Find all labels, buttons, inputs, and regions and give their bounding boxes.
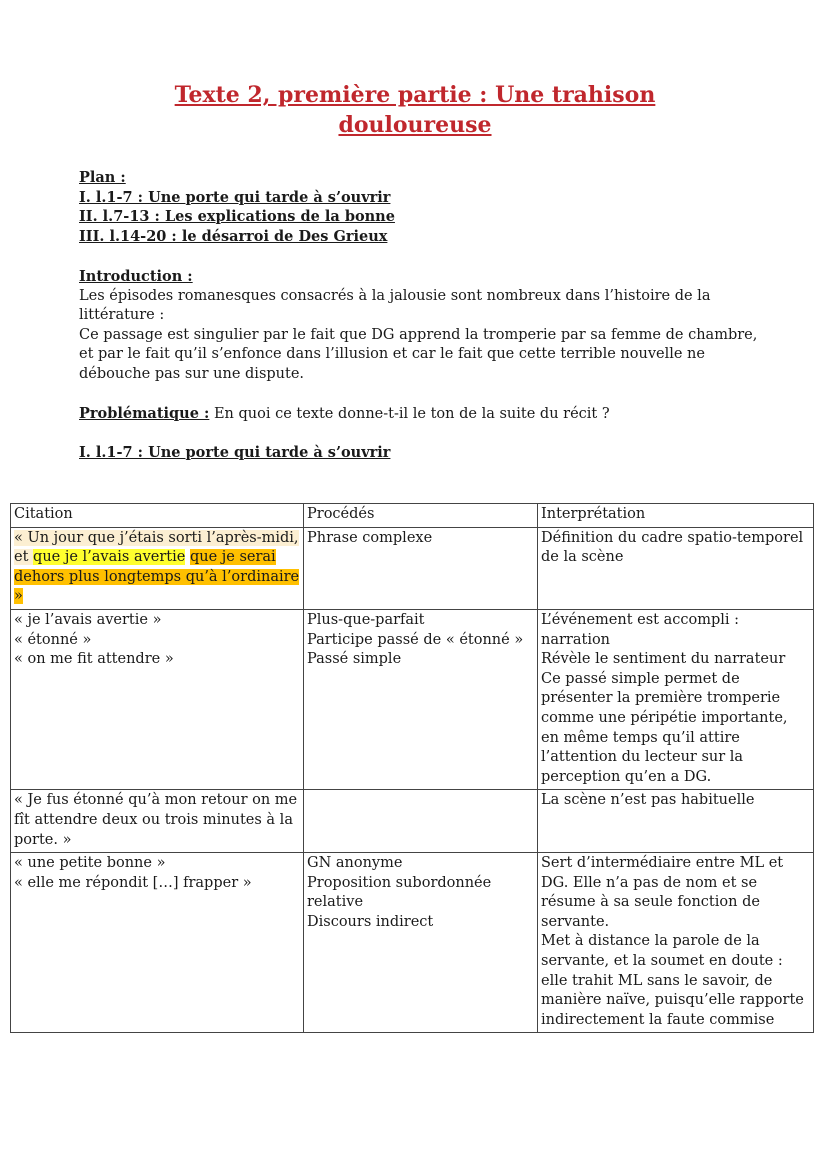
- cell-line: « on me fit attendre »: [14, 651, 174, 668]
- interpretation-cell: [538, 853, 814, 1033]
- cell-line: « Je fus étonné qu’à mon retour on me fît attendre deux ou trois minutes à la porte. »: [14, 792, 298, 848]
- citation-cell: [11, 853, 304, 1033]
- cell-line: Plus-que-parfait: [307, 611, 425, 628]
- plan-item: II. l.7-13 : Les explications de la bonne: [79, 208, 395, 226]
- problematique: [79, 404, 759, 425]
- procedes-cell: [304, 609, 538, 789]
- cell-line: « une petite bonne »: [14, 855, 166, 872]
- introduction-section: [79, 267, 759, 385]
- procedes-cell: [304, 527, 538, 609]
- cell-line: Participe passé de « étonné »: [307, 631, 524, 648]
- header-interpretation: Interprétation: [538, 504, 814, 528]
- table-header-row: [11, 504, 814, 528]
- cell-line: Définition du cadre spatio-temporel de la scène: [541, 529, 804, 566]
- cell-line: Proposition subordonnée relative: [307, 874, 492, 911]
- interpretation-cell: [538, 609, 814, 789]
- cell-line: Discours indirect: [307, 913, 434, 930]
- section-heading: I. l.1-7 : Une porte qui tarde à s’ouvrir: [79, 444, 391, 461]
- cell-line: « elle me répondit […] frapper »: [14, 874, 252, 891]
- cell-line: Révèle le sentiment du narrateur: [541, 651, 786, 668]
- citation-cell: [11, 790, 304, 853]
- plan-heading: Plan :: [79, 169, 126, 186]
- cell-line: Sert d’intermédiaire entre ML et DG. Elle n’a pas de nom et se résume à sa seule fonction de servante.: [541, 855, 784, 930]
- table-row: [11, 853, 814, 1033]
- plan-item: III. l.14-20 : le désarroi de Des Grieux: [79, 227, 388, 245]
- cell-line: « je l’avais avertie »: [14, 611, 162, 628]
- page-title: Texte 2, première partie : Une trahison douloureuse: [174, 82, 656, 138]
- procedes-cell: [304, 853, 538, 1033]
- highlight-text: que je serai dehors plus longtemps qu’à l’ordinaire »: [14, 549, 300, 605]
- interpretation-cell: [538, 790, 814, 853]
- cell-line: La scène n’est pas habituelle: [541, 792, 755, 809]
- introduction-paragraph: Les épisodes romanesques consacrés à la jalousie sont nombreux dans l’histoire de la littérature :: [79, 287, 711, 324]
- header-citation: Citation: [11, 504, 304, 528]
- table-row: [11, 790, 814, 853]
- cell-line: Passé simple: [307, 651, 402, 668]
- cell-line: Phrase complexe: [307, 529, 433, 546]
- cell-line: GN anonyme: [307, 855, 403, 872]
- citation-cell: [11, 609, 304, 789]
- problematique-text: En quoi ce texte donne-t-il le ton de la suite du récit ?: [209, 406, 610, 422]
- table-row: [11, 609, 814, 789]
- analysis-table: [10, 503, 814, 1033]
- highlight-text: que je l’avais avertie: [33, 549, 186, 566]
- problematique-label: Problématique :: [79, 405, 210, 422]
- plan-section: [79, 168, 759, 246]
- plan-item: I. l.1-7 : Une porte qui tarde à s’ouvrir: [79, 188, 391, 206]
- procedes-cell: [304, 790, 538, 853]
- cell-line: Met à distance la parole de la servante, et la soumet en doute : elle trahit ML sans le savoir, de manière naïve, puisqu’elle rapporte indirectement la faute commise: [541, 933, 804, 1028]
- citation-cell: [11, 527, 304, 609]
- cell-line: L’événement est accompli : narration: [541, 611, 740, 648]
- cell-line: Ce passé simple permet de présenter la première tromperie comme une péripétie importante, en même temps qu’il attire l’attention du lecteur sur la perception qu’en a DG.: [541, 670, 788, 785]
- interpretation-cell: [538, 527, 814, 609]
- cell-line: « étonné »: [14, 631, 92, 648]
- header-procedes: Procédés: [304, 504, 538, 528]
- highlight-text: « Un jour que j’étais sorti l’après-midi, et: [14, 529, 299, 566]
- introduction-paragraph: Ce passage est singulier par le fait que DG apprend la tromperie par sa femme de chambre, et par le fait qu’il s’enfonce dans l’illusion et car le fait que cette terrible nouvelle ne débouche pas sur une dispute.: [79, 326, 758, 382]
- table-row: [11, 527, 814, 609]
- introduction-heading: Introduction :: [79, 268, 193, 285]
